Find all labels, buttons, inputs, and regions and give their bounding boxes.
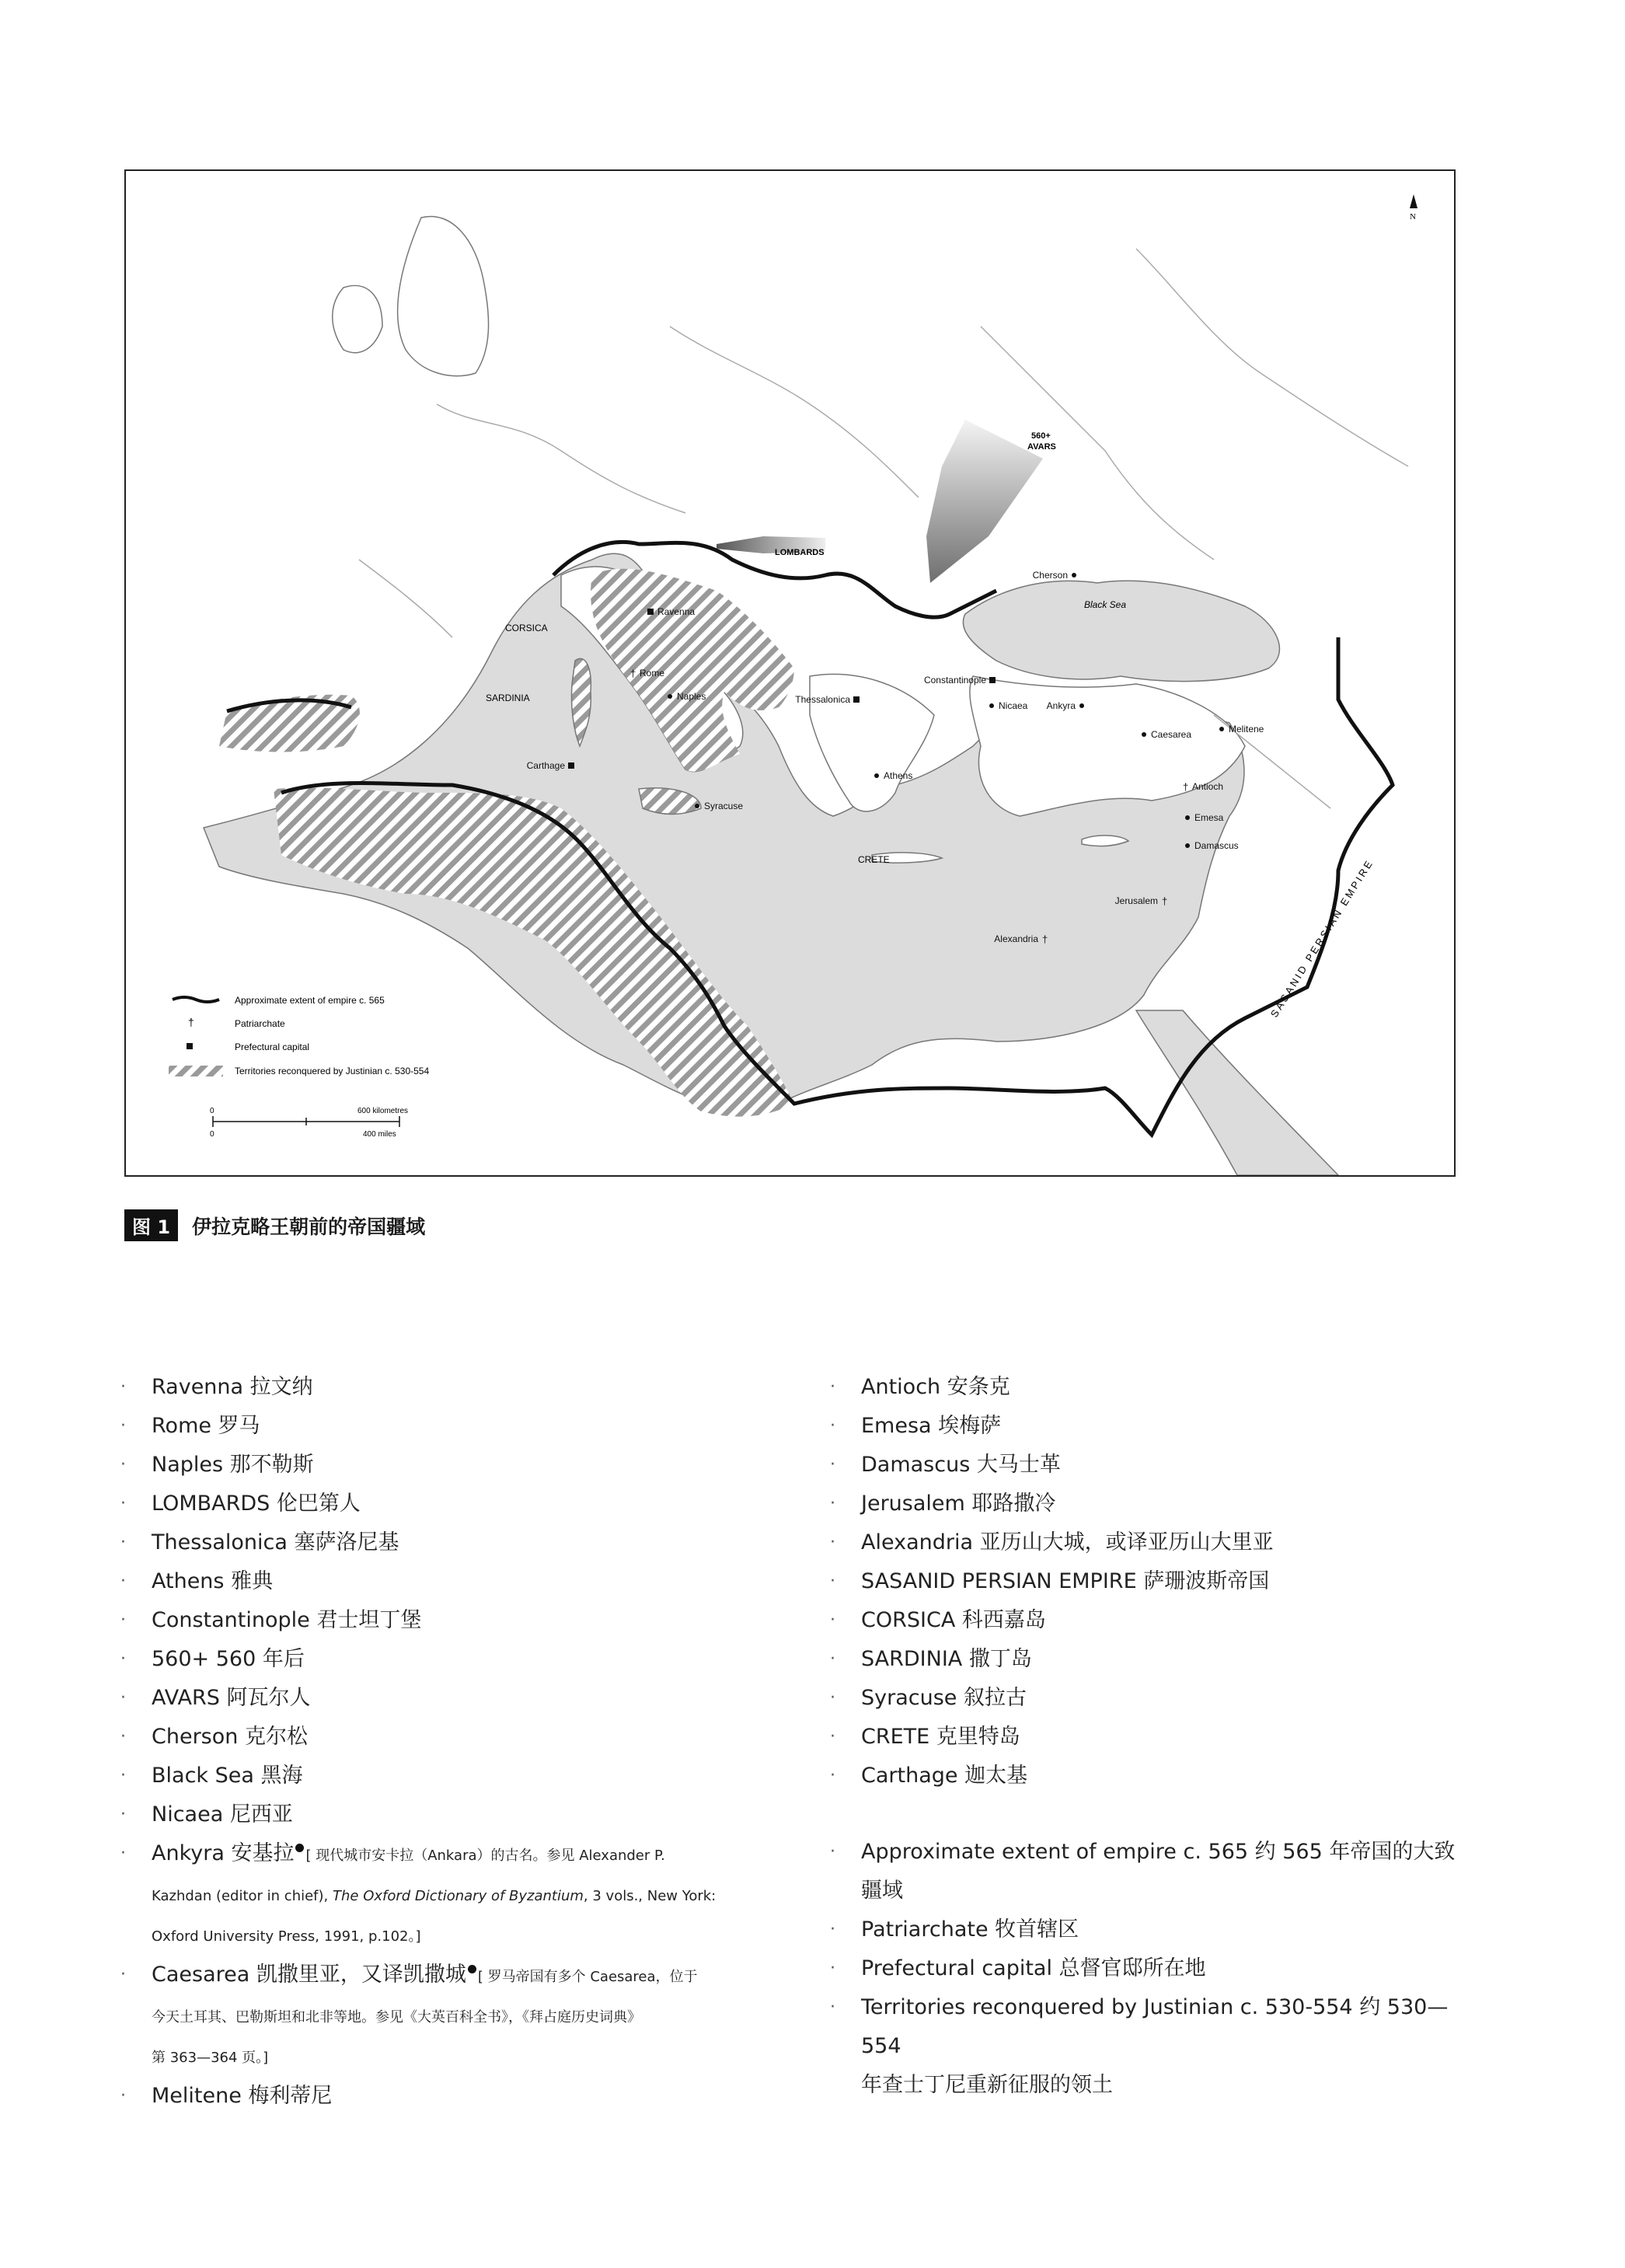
- city-label: Constantinople: [923, 675, 986, 686]
- avars-label: AVARS: [1027, 442, 1056, 452]
- melitene-term: Melitene 梅利蒂尼: [152, 2084, 333, 2108]
- red-sea: [1136, 1010, 1338, 1175]
- legend-glossary-item: [830, 1949, 1467, 1988]
- glossary-item: [830, 1718, 1467, 1757]
- bullet-icon: ·: [830, 1572, 835, 1591]
- patriarchate-cross-icon: †: [630, 668, 636, 679]
- caesarea-term: Caesarea 凯撒里亚，又译凯撒城: [152, 1963, 466, 1987]
- prefectural-capital-marker-icon: [989, 677, 996, 683]
- glossary-item: [120, 1523, 765, 1562]
- glossary-term: Ravenna 拉文纳: [152, 1375, 313, 1399]
- legend-glossary-line2: 年查士丁尼重新征服的领土: [861, 2073, 1113, 2097]
- city-dot-icon: [1219, 727, 1224, 731]
- bullet-icon: ·: [830, 1688, 835, 1708]
- legend-extent-label: Approximate extent of empire c. 565: [235, 995, 385, 1006]
- prefectural-capital-marker-icon: [568, 762, 574, 769]
- glossary-item: [830, 1640, 1467, 1679]
- bullet-icon: ·: [830, 1649, 835, 1669]
- bullet-icon: ·: [120, 1455, 126, 1474]
- bullet-icon: ·: [120, 1377, 126, 1397]
- city-dot-icon: [1142, 732, 1146, 737]
- city-dot-icon: [695, 804, 699, 808]
- glossary-item: [120, 1368, 765, 1407]
- bullet-icon: ·: [120, 2086, 126, 2106]
- city-label: Alexandria: [994, 933, 1038, 944]
- figure-number-badge: 图 1: [124, 1209, 178, 1241]
- city-label: Naples: [677, 691, 706, 702]
- city-dot-icon: [874, 773, 879, 778]
- glossary-term: Carthage 迦太基: [861, 1764, 1028, 1788]
- glossary-term: CRETE 克里特岛: [861, 1725, 1020, 1749]
- glossary-term: Naples 那不勒斯: [152, 1453, 314, 1477]
- city-label: Syracuse: [704, 801, 744, 811]
- city-dot-icon: [989, 703, 994, 708]
- ankyra-term: Ankyra 安基拉: [152, 1841, 295, 1865]
- glossary-term: Black Sea 黑海: [152, 1764, 303, 1788]
- corsica-label: CORSICA: [505, 623, 548, 633]
- glossary-item: [830, 1562, 1467, 1601]
- prefectural-capital-marker-icon: [853, 696, 860, 703]
- city-label: Damascus: [1194, 840, 1239, 851]
- caesarea-note-line1: [ 罗马帝国有多个 Caesarea，位于: [477, 1969, 698, 1985]
- city-label: Jerusalem: [1114, 895, 1158, 906]
- footnote-dot-icon: [295, 1844, 304, 1852]
- prefectural-capital-marker-icon: [647, 609, 654, 615]
- ankyra-note-line2a: Kazhdan (editor in chief),: [152, 1888, 333, 1904]
- glossary-right: [830, 1368, 1467, 2105]
- glossary-item: [120, 1485, 765, 1523]
- legend-cross-icon: †: [188, 1016, 194, 1028]
- glossary-item: [830, 1679, 1467, 1718]
- legend-hatch-swatch: [169, 1066, 223, 1076]
- glossary-item: [120, 1795, 765, 1834]
- black-sea: [963, 581, 1279, 681]
- glossary-term: Nicaea 尼西亚: [152, 1802, 293, 1827]
- bullet-icon: ·: [830, 1727, 835, 1746]
- glossary-term: Syracuse 叙拉古: [861, 1686, 1027, 1710]
- glossary-term: Rome 罗马: [152, 1414, 260, 1438]
- scale-mi-label: 400 miles: [363, 1130, 396, 1139]
- glossary-term: Cherson 克尔松: [152, 1725, 308, 1749]
- city-label: Nicaea: [999, 700, 1028, 711]
- bullet-icon: ·: [830, 1533, 835, 1552]
- north-arrow-icon: [1410, 194, 1418, 208]
- legend-glossary-line1: Patriarchate 牧首辖区: [861, 1917, 1079, 1942]
- bullet-icon: ·: [830, 1416, 835, 1436]
- glossary-item: [120, 1679, 765, 1718]
- bullet-icon: ·: [830, 1842, 835, 1862]
- legend-glossary-line1: Approximate extent of empire c. 565 约 565 年帝国的大致: [861, 1840, 1456, 1864]
- crete-label: CRETE: [858, 854, 890, 865]
- legend-square-icon: [187, 1043, 193, 1049]
- map-canvas: [126, 171, 1454, 1175]
- glossary-item: [830, 1485, 1467, 1523]
- sardinia-label: SARDINIA: [486, 693, 530, 703]
- legend-prefectural-label: Prefectural capital: [235, 1042, 310, 1052]
- bullet-icon: ·: [120, 1727, 126, 1746]
- glossary-item-ankyra: [120, 1834, 765, 1956]
- bullet-icon: ·: [120, 1533, 126, 1552]
- sasanid-label: SASANID PERSIAN EMPIRE: [1268, 857, 1376, 1020]
- legend: [169, 995, 429, 1139]
- bullet-icon: ·: [120, 1610, 126, 1630]
- city-label: Carthage: [526, 760, 565, 771]
- city-dot-icon: [668, 694, 672, 699]
- glossary-item: [830, 1407, 1467, 1446]
- city-label: Antioch: [1192, 781, 1224, 792]
- legend-extent-line: [173, 997, 219, 1002]
- glossary-item: [120, 1407, 765, 1446]
- bullet-icon: ·: [830, 1998, 835, 2017]
- bullet-icon: ·: [120, 1494, 126, 1513]
- figure-title: 伊拉克略王朝前的帝国疆域: [192, 1215, 426, 1238]
- city-dot-icon: [1079, 703, 1084, 708]
- ankyra-note-line3: Oxford University Press, 1991, p.102。]: [152, 1928, 421, 1945]
- city-label: Athens: [884, 770, 913, 781]
- black-sea-label: Black Sea: [1084, 599, 1127, 610]
- north-label: N: [1410, 212, 1416, 222]
- city-label: Thessalonica: [795, 694, 850, 705]
- footnote-dot-icon: [468, 1965, 476, 1973]
- city-label: Ravenna: [657, 606, 696, 617]
- glossary-term: AVARS 阿瓦尔人: [152, 1686, 311, 1710]
- lombards-label: LOMBARDS: [775, 548, 825, 557]
- bullet-icon: ·: [120, 1844, 126, 1863]
- glossary-item-melitene: [120, 2077, 765, 2116]
- glossary-term: Alexandria 亚历山大城，或译亚历山大里亚: [861, 1530, 1274, 1554]
- glossary-term: SARDINIA 撒丁岛: [861, 1647, 1032, 1671]
- caesarea-note-line2: 今天土耳其、巴勒斯坦和北非等地。参见《大英百科全书》，《拜占庭历史词典》: [152, 2009, 641, 2025]
- scale-km-label: 600 kilometres: [357, 1107, 409, 1115]
- glossary-gap: [830, 1795, 1467, 1833]
- city-dot-icon: [1185, 843, 1190, 848]
- legend-glossary-item: [830, 1988, 1467, 2105]
- glossary-term: Athens 雅典: [152, 1569, 274, 1593]
- patriarchate-cross-icon: †: [1162, 895, 1168, 907]
- glossary-left: [120, 1368, 765, 2116]
- ankyra-note-book-title: The Oxford Dictionary of Byzantium: [333, 1888, 584, 1904]
- glossary-term: 560+ 560 年后: [152, 1647, 305, 1671]
- patriarchate-cross-icon: †: [1042, 933, 1048, 945]
- figure-caption: [124, 1209, 425, 1241]
- glossary-term: SASANID PERSIAN EMPIRE 萨珊波斯帝国: [861, 1569, 1270, 1593]
- glossary-item: [830, 1368, 1467, 1407]
- patriarchate-cross-icon: †: [1183, 781, 1189, 793]
- legend-glossary-item: [830, 1910, 1467, 1949]
- glossary-item: [120, 1640, 765, 1679]
- bullet-icon: ·: [830, 1377, 835, 1397]
- glossary-item: [120, 1757, 765, 1795]
- glossary-term: Constantinople 君士坦丁堡: [152, 1608, 422, 1632]
- britain: [398, 216, 489, 375]
- avars-arrow: [926, 420, 1043, 583]
- city-label: Emesa: [1194, 812, 1224, 823]
- bullet-icon: ·: [120, 1688, 126, 1708]
- glossary-term: Jerusalem 耶路撒冷: [861, 1492, 1056, 1516]
- glossary-item: [830, 1601, 1467, 1640]
- legend-patriarchate-label: Patriarchate: [235, 1018, 285, 1029]
- glossary-item: [120, 1562, 765, 1601]
- glossary-item: [830, 1757, 1467, 1795]
- glossary-item: [830, 1446, 1467, 1485]
- glossary-item: [120, 1718, 765, 1757]
- city-label: Ankyra: [1046, 700, 1076, 711]
- glossary-term: Antioch 安条克: [861, 1375, 1010, 1399]
- bullet-icon: ·: [120, 1965, 126, 1984]
- bullet-icon: ·: [120, 1416, 126, 1436]
- glossary-term: Thessalonica 塞萨洛尼基: [152, 1530, 399, 1554]
- bullet-icon: ·: [830, 1766, 835, 1785]
- city-dot-icon: [1072, 573, 1076, 577]
- city-label: Melitene: [1229, 724, 1264, 734]
- glossary-term: CORSICA 科西嘉岛: [861, 1608, 1046, 1632]
- map-figure: [124, 169, 1456, 1177]
- scale-zero-mi: 0: [210, 1130, 214, 1139]
- bullet-icon: ·: [830, 1494, 835, 1513]
- glossary-term: Damascus 大马士革: [861, 1453, 1061, 1477]
- glossary-item: [120, 1601, 765, 1640]
- glossary-item-caesarea: [120, 1956, 765, 2077]
- legend-glossary-line1: Prefectural capital 总督官邸所在地: [861, 1956, 1206, 1980]
- bullet-icon: ·: [830, 1959, 835, 1978]
- legend-glossary-item: [830, 1833, 1467, 1910]
- bullet-icon: ·: [120, 1805, 126, 1824]
- legend-glossary-line1: Territories reconquered by Justinian c. 530-554 约 530—554: [861, 1995, 1449, 2058]
- avars-date-label: 560+: [1031, 431, 1051, 441]
- city-label: Cherson: [1032, 570, 1068, 581]
- bullet-icon: ·: [120, 1649, 126, 1669]
- legend-glossary-line2: 疆域: [861, 1879, 903, 1903]
- glossary-term: LOMBARDS 伦巴第人: [152, 1492, 361, 1516]
- ireland: [333, 285, 382, 352]
- caesarea-note-line3: 第 363—364 页。]: [152, 2050, 269, 2066]
- bullet-icon: ·: [120, 1572, 126, 1591]
- glossary-term: Emesa 埃梅萨: [861, 1414, 1002, 1438]
- ankyra-note-line2c: , 3 vols., New York:: [583, 1888, 717, 1904]
- city-label: Rome: [640, 668, 665, 679]
- glossary-item: [830, 1523, 1467, 1562]
- legend-reconquered-label: Territories reconquered by Justinian c. 530-554: [235, 1066, 430, 1076]
- bullet-icon: ·: [830, 1455, 835, 1474]
- scale-zero-km: 0: [210, 1107, 214, 1115]
- bullet-icon: ·: [120, 1766, 126, 1785]
- city-dot-icon: [1185, 815, 1190, 820]
- bullet-icon: ·: [830, 1920, 835, 1939]
- bullet-icon: ·: [830, 1610, 835, 1630]
- ankyra-note-line1: [ 现代城市安卡拉（Ankara）的古名。参见 Alexander P.: [305, 1848, 665, 1864]
- glossary-item: [120, 1446, 765, 1485]
- city-label: Caesarea: [1151, 729, 1192, 740]
